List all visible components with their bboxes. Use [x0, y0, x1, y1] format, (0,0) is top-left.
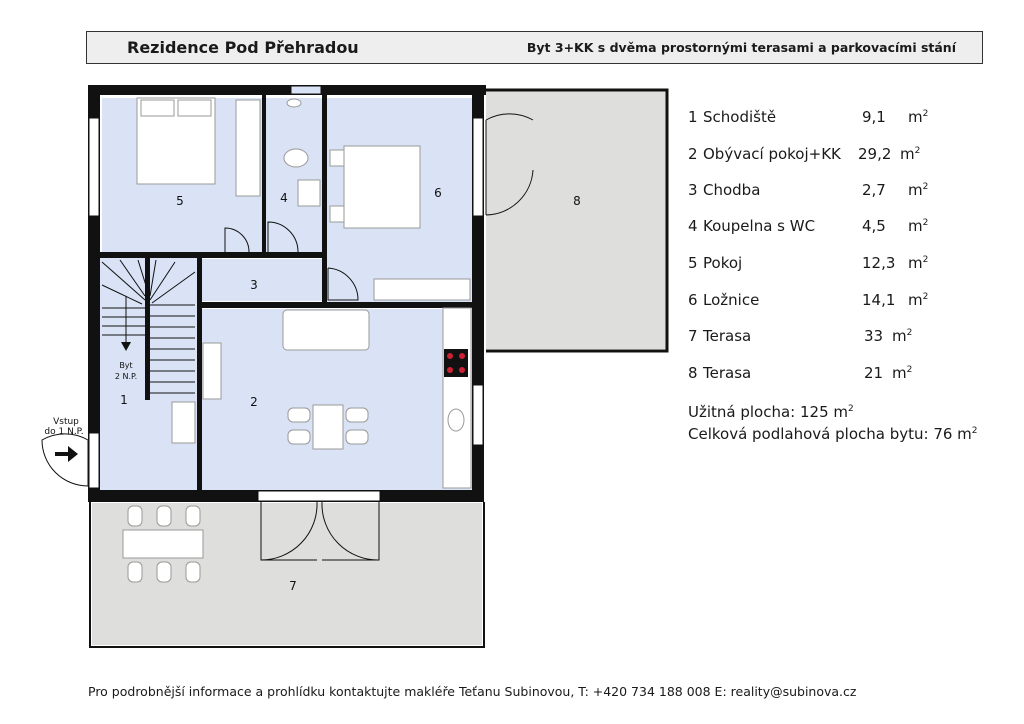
room-label-3: 3	[250, 278, 258, 292]
wardrobe-room-6	[374, 279, 470, 300]
contact-footer: Pro podrobnější informace a prohlídku kontaktujte makléře Teťanu Subinovou, T: +420 734 188 008 E: reality@subinova.cz	[88, 684, 857, 699]
room-unit: $m^2$	[908, 108, 929, 126]
room-area: 21	[864, 364, 884, 382]
sink	[448, 409, 464, 431]
room-row	[688, 217, 1008, 239]
kitchen-counter	[443, 308, 471, 488]
room-row	[688, 108, 1008, 130]
room-4-floor	[266, 98, 322, 252]
room-name: Terasa	[703, 327, 752, 345]
toilet	[284, 149, 308, 167]
room-label-4: 4	[280, 191, 288, 205]
wardrobe-room-5	[236, 100, 260, 196]
room-name: Chodba	[703, 181, 761, 199]
room-unit: $m^2$	[908, 254, 929, 272]
room-unit: $m^2$	[892, 327, 913, 345]
room-area: 33	[864, 327, 884, 345]
room-area: 29,2	[858, 145, 892, 163]
sofa	[283, 310, 369, 350]
room-row	[688, 364, 1008, 386]
room-number: 7	[688, 327, 698, 345]
entrance-label-line1: Vstup	[53, 417, 79, 427]
room-row	[688, 291, 1008, 313]
room-label-1: 1	[120, 393, 128, 407]
room-number: 5	[688, 254, 698, 272]
room-label-8: 8	[573, 194, 581, 208]
room-name: Koupelna s WC	[703, 217, 816, 235]
room-label-2: 2	[250, 395, 258, 409]
stair-note-line2: 2 N.P.	[114, 372, 138, 381]
room-area: 12,3	[862, 254, 896, 272]
entrance-label-line2: do 1 N.P.	[44, 427, 84, 437]
cooktop-icon	[444, 349, 468, 377]
room-unit: $m^2$	[900, 145, 921, 163]
washbasin	[298, 180, 320, 206]
room-number: 1	[688, 108, 698, 126]
room-label-6: 6	[434, 186, 442, 200]
room-name: Schodiště	[703, 108, 777, 126]
entrance-arrow-icon	[55, 446, 78, 462]
room-number: 3	[688, 181, 698, 199]
room-row	[688, 145, 1008, 167]
page-title: Rezidence Pod Přehradou	[127, 38, 359, 57]
room-unit: $m^2$	[908, 291, 929, 309]
room-name: Obývací pokoj+KK	[703, 145, 841, 163]
room-label-5: 5	[176, 194, 184, 208]
room-number: 2	[688, 145, 698, 163]
room-3-floor	[202, 259, 322, 301]
room-area: 14,1	[862, 291, 896, 309]
cabinet	[172, 402, 195, 443]
page-subtitle: Byt 3+KK s dvěma prostornými terasami a parkovacími stání	[526, 40, 956, 55]
room-unit: $m^2$	[892, 364, 913, 382]
bed-room-6	[344, 146, 420, 228]
usable-area: Užitná plocha: 125 $m^2$	[688, 403, 854, 421]
room-unit: $m^2$	[908, 217, 929, 235]
area-summary	[688, 400, 978, 444]
room-name: Terasa	[703, 364, 752, 382]
room-row	[688, 254, 1008, 276]
terrace-7-floor	[92, 503, 482, 645]
kitchen-island	[203, 343, 221, 399]
room-area: 4,5	[862, 217, 886, 235]
room-label-7: 7	[289, 579, 297, 593]
terrace-8-floor	[486, 91, 666, 349]
room-name: Ložnice	[703, 291, 760, 309]
room-row	[688, 181, 1008, 203]
room-area: 2,7	[862, 181, 886, 199]
room-number: 6	[688, 291, 698, 309]
dining-table	[313, 405, 343, 449]
stair-note-line1: Byt	[119, 361, 133, 370]
room-number: 8	[688, 364, 698, 382]
room-area: 9,1	[862, 108, 886, 126]
terrace-table	[123, 530, 203, 558]
total-floor-area: Celková podlahová plocha bytu: 76 $m^2$	[688, 425, 978, 443]
room-name: Pokoj	[703, 254, 743, 272]
room-number: 4	[688, 217, 698, 235]
room-unit: $m^2$	[908, 181, 929, 199]
room-row	[688, 327, 1008, 349]
